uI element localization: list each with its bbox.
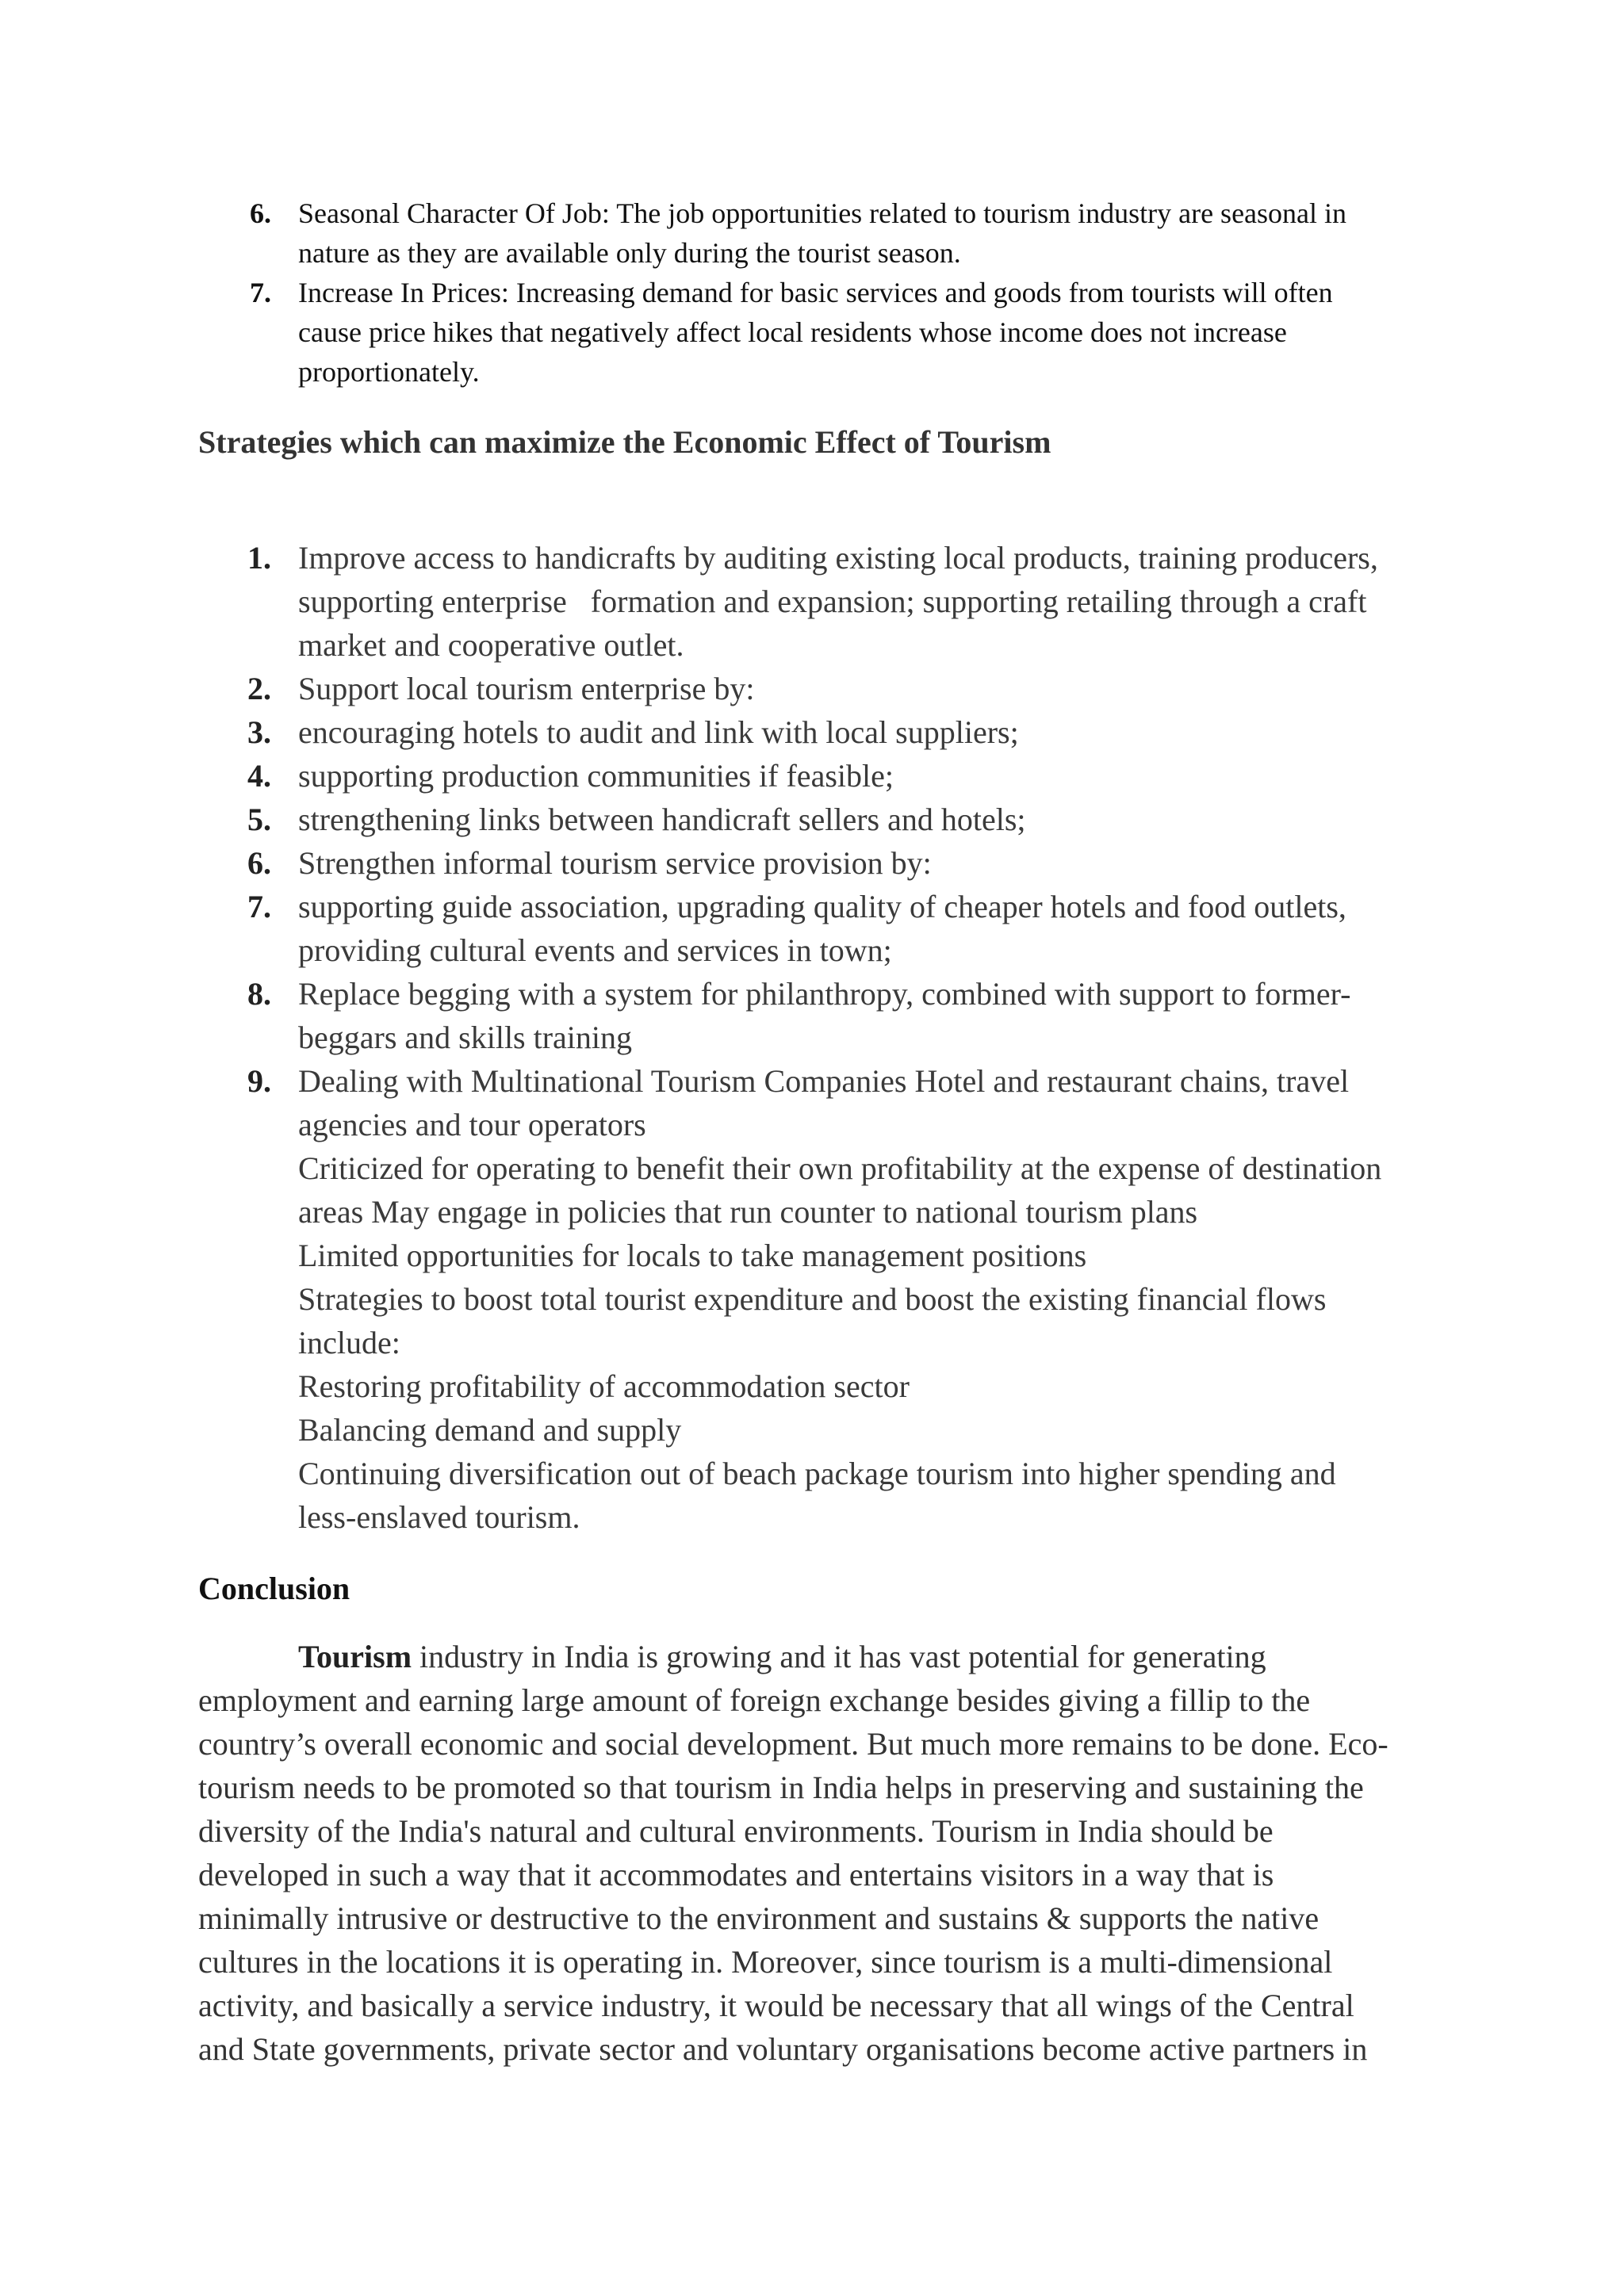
list-line: Strengthen informal tourism service provision by: [298, 845, 932, 881]
list-number: 3. [247, 714, 271, 750]
list-number: 2. [247, 671, 271, 706]
continuation-line: Strategies to boost total tourist expenditure and boost the existing financial flows [298, 1281, 1327, 1317]
list-line: strengthening links between handicraft sellers and hotels; [298, 802, 1026, 837]
continuation-line: Restoring profitability of accommodation sector [298, 1368, 910, 1404]
paragraph-line: developed in such a way that it accommodates and entertains visitors in a way that is [198, 1857, 1274, 1892]
conclusion-paragraph [198, 1635, 1435, 2071]
list-number: 9. [247, 1063, 271, 1099]
list-item [198, 972, 1435, 1059]
list-item [198, 754, 1435, 798]
bold-lead: Tourism [298, 1639, 412, 1674]
list-line: supporting enterprise formation and expansion; supporting retailing through a craft [298, 584, 1367, 619]
list-line: agencies and tour operators [298, 1107, 646, 1142]
continuation-line: include: [298, 1325, 400, 1360]
continuation-line: Limited opportunities for locals to take management positions [298, 1238, 1087, 1273]
list-line: cause price hikes that negatively affect local residents whose income does not increase [298, 316, 1287, 348]
paragraph-line: and State governments, private sector and voluntary organisations become active partners in [198, 2031, 1368, 2067]
list-line: Improve access to handicrafts by auditing existing local products, training producers, [298, 540, 1378, 576]
list-line: Support local tourism enterprise by: [298, 671, 755, 706]
list-item [198, 798, 1435, 841]
list-line: Replace begging with a system for philanthropy, combined with support to former- [298, 976, 1351, 1012]
conclusion-heading: Conclusion [198, 1571, 350, 1606]
paragraph-line: tourism needs to be promoted so that tourism in India helps in preserving and sustaining the [198, 1770, 1364, 1805]
strategies-heading: Strategies which can maximize the Economic Effect of Tourism [198, 424, 1051, 460]
list-line: supporting guide association, upgrading quality of cheaper hotels and food outlets, [298, 889, 1346, 924]
impacts-list-continued [198, 193, 1435, 392]
list-number: 7. [247, 889, 271, 924]
strategies-list [198, 536, 1435, 1539]
paragraph-line [198, 1635, 1435, 1678]
list-item [198, 841, 1435, 885]
paragraph-line: employment and earning large amount of foreign exchange besides giving a fillip to the [198, 1682, 1311, 1718]
paragraph-line: minimally intrusive or destructive to the environment and sustains & supports the native [198, 1900, 1320, 1936]
list-line: encouraging hotels to audit and link with local suppliers; [298, 714, 1019, 750]
list-item [198, 667, 1435, 710]
list-number: 8. [247, 976, 271, 1012]
paragraph-line: country’s overall economic and social development. But much more remains to be done. Eco- [198, 1726, 1388, 1762]
list-line: nature as they are available only during the tourist season. [298, 237, 961, 269]
continuation-line: less-enslaved tourism. [298, 1499, 580, 1535]
list-line: providing cultural events and services in town; [298, 932, 892, 968]
list-number: 5. [247, 802, 271, 837]
paragraph-text: industry in India is growing and it has vast potential for generating [412, 1639, 1266, 1674]
paragraph-line: diversity of the India's natural and cultural environments. Tourism in India should be [198, 1813, 1274, 1849]
list-number: 7. [250, 277, 271, 308]
continuation-line: Continuing diversification out of beach package tourism into higher spending and [298, 1456, 1336, 1491]
continuation-line: areas May engage in policies that run counter to national tourism plans [298, 1194, 1198, 1230]
list-line: supporting production communities if feasible; [298, 758, 894, 794]
list-number: 4. [247, 758, 271, 794]
list-item [198, 885, 1435, 972]
continuation-line: Balancing demand and supply [298, 1412, 682, 1448]
list-line: beggars and skills training [298, 1020, 633, 1055]
continuation-line: Criticized for operating to benefit their own profitability at the expense of destination [298, 1150, 1382, 1186]
paragraph-line: activity, and basically a service industry, it would be necessary that all wings of the Central [198, 1988, 1354, 2023]
list-item [198, 273, 1435, 392]
list-number: 6. [247, 845, 271, 881]
list-item [198, 536, 1435, 667]
list-line: Dealing with Multinational Tourism Companies Hotel and restaurant chains, travel [298, 1063, 1350, 1099]
list-line: market and cooperative outlet. [298, 627, 684, 663]
list-item [198, 1059, 1435, 1146]
list-item [198, 710, 1435, 754]
list-number: 6. [250, 197, 271, 229]
list-line: Increase In Prices: Increasing demand for basic services and goods from tourists will often [298, 277, 1333, 308]
list-line: proportionately. [298, 356, 480, 388]
paragraph-line: cultures in the locations it is operating in. Moreover, since tourism is a multi-dimensional [198, 1944, 1333, 1980]
list-continuation [198, 1146, 1435, 1539]
list-line: Seasonal Character Of Job: The job opportunities related to tourism industry are seasonal in [298, 197, 1347, 229]
list-number: 1. [247, 540, 271, 576]
list-item [198, 193, 1435, 273]
